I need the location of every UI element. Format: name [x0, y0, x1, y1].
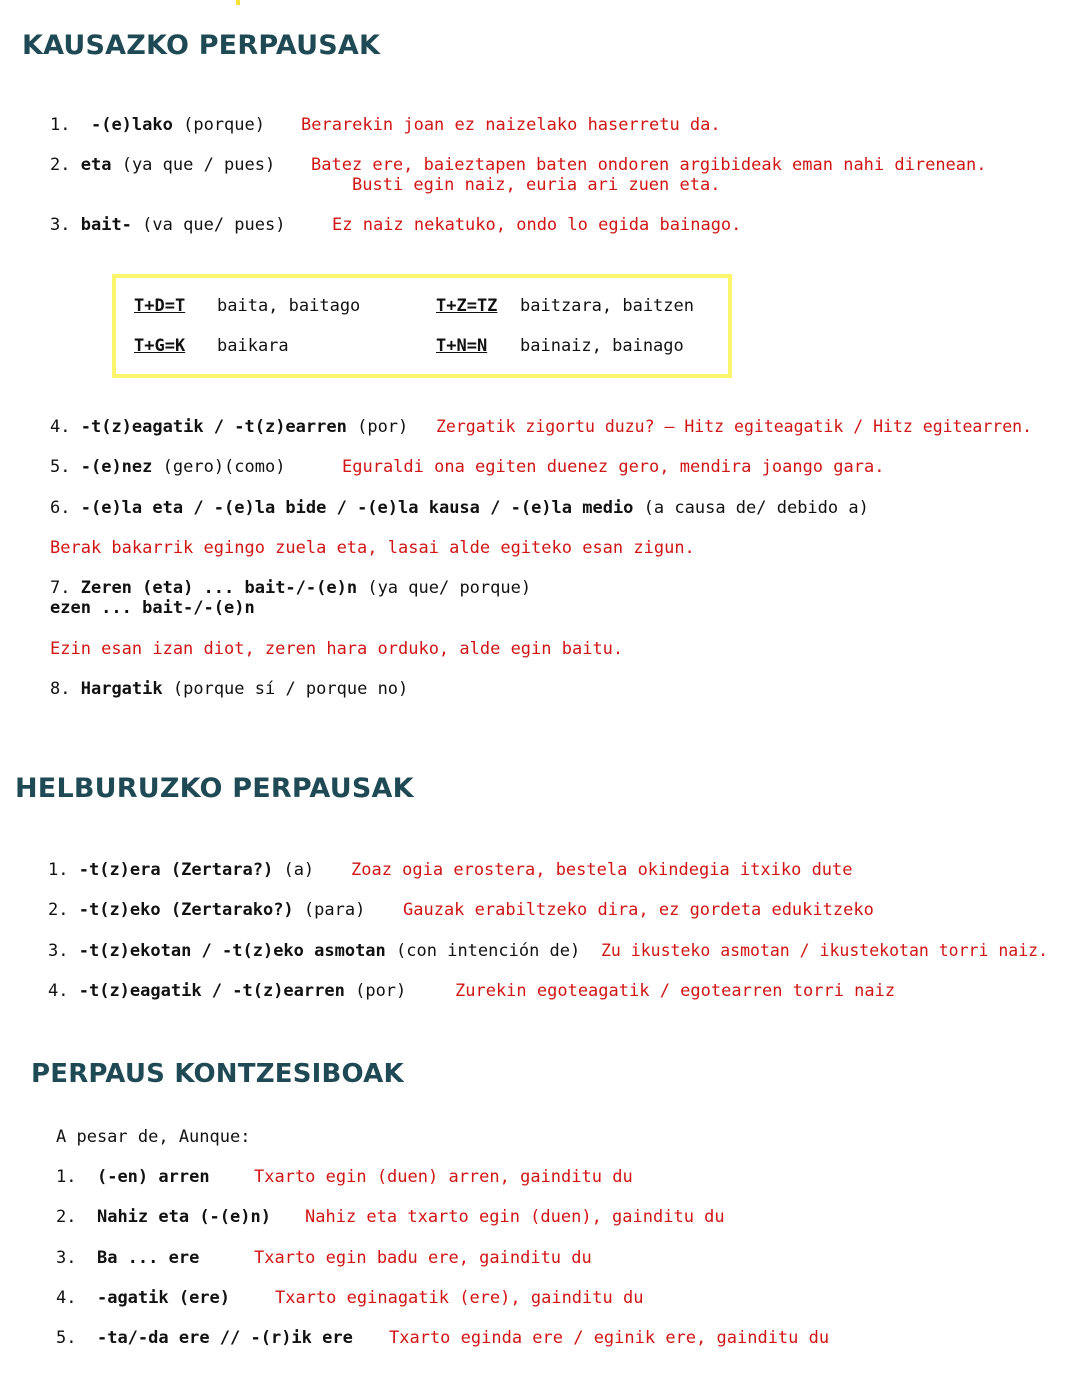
- item-number: 6.: [50, 498, 71, 518]
- item-gloss: (ya que / pues): [121, 155, 276, 175]
- list-item: [48, 900, 365, 920]
- list-item: [50, 417, 408, 437]
- item-term: bait-: [80, 215, 132, 235]
- item-number: 4.: [56, 1288, 77, 1308]
- item-number: 4.: [50, 417, 71, 437]
- list-item: [50, 155, 275, 175]
- item-example: Berarekin joan ez naizelako haserretu da.: [301, 115, 721, 135]
- list-item: [48, 981, 406, 1001]
- list-item: [56, 1207, 271, 1227]
- item-gloss: (porque): [183, 115, 265, 135]
- item-term: -(e)nez: [80, 457, 153, 477]
- box-forms: bainaiz, bainago: [520, 336, 684, 356]
- item-number: 2.: [56, 1207, 77, 1227]
- item-number: 2.: [48, 900, 69, 920]
- item-number: 3.: [48, 941, 69, 961]
- item-number: 2.: [50, 155, 71, 175]
- section-title-kausazko: KAUSAZKO PERPAUSAK: [22, 30, 381, 61]
- item-term-2: [50, 598, 255, 618]
- item-example: Txarto egin badu ere, gainditu du: [254, 1248, 592, 1268]
- item-gloss: (para): [303, 900, 366, 920]
- box-forms: baikara: [217, 336, 289, 356]
- item-term: Ba ... ere: [96, 1248, 200, 1268]
- box-rule: T+N=N: [436, 336, 488, 356]
- item-number: 1.: [48, 860, 69, 880]
- item-example: Gauzak erabiltzeko dira, ez gordeta edukitzeko: [403, 900, 874, 920]
- list-item: [56, 1288, 230, 1308]
- item-number: 7.: [50, 578, 71, 598]
- item-number: 5.: [56, 1328, 77, 1348]
- item-number: 1.: [50, 115, 71, 135]
- item-gloss: (con intención de): [396, 941, 581, 961]
- item-term: -t(z)ekotan / -t(z)eko asmotan: [78, 941, 386, 961]
- item-gloss: (gero)(como): [162, 457, 286, 477]
- item-example: Eguraldi ona egiten duenez gero, mendira joango gara.: [342, 457, 885, 477]
- item-example: Txarto eginda ere / eginik ere, gainditu du: [389, 1328, 830, 1348]
- item-term: -(e)la eta / -(e)la bide / -(e)la kausa / -(e)la medio: [80, 498, 634, 518]
- item-term: -ta/-da ere // -(r)ik ere: [96, 1328, 353, 1348]
- item-term: Nahiz eta (-(e)n): [96, 1207, 271, 1227]
- item-number: 4.: [48, 981, 69, 1001]
- item-number: 8.: [50, 679, 71, 699]
- item-term: Zeren (eta) ... bait-/-(e)n: [80, 578, 358, 598]
- section-title-kontzesiboak: PERPAUS KONTZESIBOAK: [31, 1059, 404, 1089]
- list-item: [50, 679, 408, 699]
- section-title-helburuzko: HELBURUZKO PERPAUSAK: [15, 773, 414, 804]
- list-item: [50, 457, 285, 477]
- item-gloss: (por): [357, 417, 409, 437]
- item-term: -(e)lako: [90, 115, 173, 135]
- list-item: [56, 1328, 353, 1348]
- item-example: Txarto eginagatik (ere), gainditu du: [275, 1288, 644, 1308]
- item-gloss: (ya que/ porque): [367, 578, 532, 598]
- item-example: Txarto egin (duen) arren, gainditu du: [254, 1167, 633, 1187]
- item-gloss: (a): [283, 860, 315, 880]
- box-forms: baita, baitago: [217, 296, 361, 316]
- item-term: -t(z)eagatik / -t(z)earren: [78, 981, 345, 1001]
- item-number: 3.: [50, 215, 71, 235]
- item-example: Batez ere, baieztapen baten ondoren argibideak eman nahi direnean.: [311, 155, 987, 175]
- item-example: Zergatik zigortu duzu? – Hitz egiteagatik / Hitz egitearren.: [436, 417, 1033, 436]
- item-term: ezen ... bait-/-(e)n: [50, 598, 255, 618]
- box-rule: T+Z=TZ: [436, 296, 498, 316]
- list-item: [50, 215, 285, 235]
- item-term: Hargatik: [80, 679, 163, 699]
- item-example-2: Busti egin naiz, euria ari zuen eta.: [352, 175, 721, 195]
- item-term: (-en) arren: [96, 1167, 210, 1187]
- item-gloss: (porque sí / porque no): [172, 679, 409, 699]
- item-example: Zurekin egoteagatik / egotearren torri naiz: [455, 981, 896, 1001]
- item-gloss: (por): [355, 981, 407, 1001]
- list-item: [50, 578, 531, 598]
- list-item: [50, 498, 869, 518]
- intro-text: A pesar de, Aunque:: [56, 1127, 251, 1147]
- item-number: 3.: [56, 1248, 77, 1268]
- item-term: eta: [80, 155, 112, 175]
- item-example: Ezin esan izan diot, zeren hara orduko, alde egin baitu.: [50, 639, 624, 659]
- item-number: 1.: [56, 1167, 77, 1187]
- item-example: Berak bakarrik egingo zuela eta, lasai alde egiteko esan zigun.: [50, 538, 695, 558]
- rules-box: [112, 274, 732, 378]
- item-example: Ez naiz nekatuko, ondo lo egida bainago.: [332, 215, 742, 235]
- list-item: [56, 1248, 199, 1268]
- item-example: Zu ikusteko asmotan / ikustekotan torri naiz.: [601, 941, 1049, 960]
- item-term: -t(z)eko (Zertarako?): [78, 900, 294, 920]
- highlight-mark: [236, 0, 240, 5]
- item-gloss: (a causa de/ debido a): [643, 498, 869, 518]
- item-term: -agatik (ere): [96, 1288, 231, 1308]
- item-term: -t(z)era (Zertara?): [78, 860, 274, 880]
- item-example: Zoaz ogia erostera, bestela okindegia itxiko dute: [351, 860, 853, 880]
- item-example: Nahiz eta txarto egin (duen), gainditu du: [305, 1207, 725, 1227]
- item-number: 5.: [50, 457, 71, 477]
- list-item: [48, 941, 580, 961]
- box-forms: baitzara, baitzen: [520, 296, 694, 316]
- list-item: [48, 860, 314, 880]
- item-gloss: (va que/ pues): [142, 215, 286, 235]
- item-term: -t(z)eagatik / -t(z)earren: [80, 417, 347, 437]
- list-item: [50, 115, 265, 135]
- box-rule: T+D=T: [134, 296, 186, 316]
- list-item: [56, 1167, 210, 1187]
- box-rule: T+G=K: [134, 336, 186, 356]
